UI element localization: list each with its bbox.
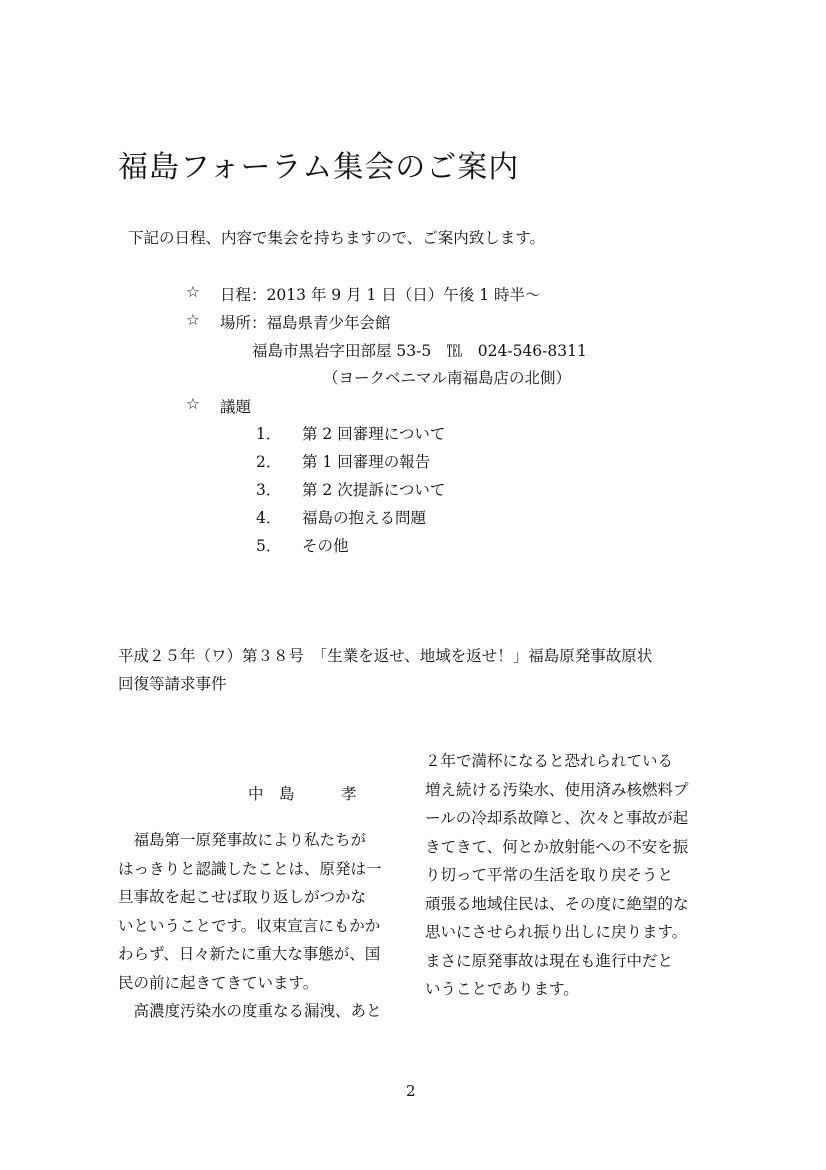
article-line: ールの冷却系故障と、次々と事故が起 <box>425 809 689 827</box>
star-bullet-place: ☆ <box>186 311 200 329</box>
article-left-column <box>118 826 382 1026</box>
article-line: はっきりと認識したことは、原発は一 <box>118 859 382 878</box>
article-line: いうことであります。 <box>425 980 579 998</box>
agenda-item: その他 <box>302 537 349 555</box>
intro-text: 下記の日程、内容で集会を持ちますので、ご案内致します。 <box>128 229 545 247</box>
schedule-address: 福島市黒岩字田部屋 53-5 ℡ 024-546-8311 <box>252 342 587 360</box>
schedule-place: 場所：福島県青少年会館 <box>220 314 391 332</box>
article-line: 旦事故を起こせば取り返しがつかな <box>118 888 367 906</box>
article-line: り切って平常の生活を取り戻そうと <box>425 866 674 884</box>
article-line: 民の前に起きてきています。 <box>118 973 319 992</box>
case-title-line1: 平成２５年（ワ）第３８号 「生業を返せ、地域を返せ！」福島原発事故原状 <box>118 647 653 665</box>
article-line: 高濃度汚染水の度重なる漏洩、あと <box>118 1002 382 1020</box>
article-line: わらず、日々新たに重大な事態が、国 <box>118 945 381 963</box>
schedule-date: 日程：2013 年 9 月 1 日（日）午後 1 時半〜 <box>220 286 541 304</box>
agenda-label: 議題 <box>220 398 252 416</box>
agenda-num: 4． <box>256 509 282 527</box>
article-line: 増え続ける汚染水、使用済み核燃料プ <box>425 780 689 799</box>
star-bullet-date: ☆ <box>186 283 200 301</box>
page-title: 福島フォーラム集会のご案内 <box>118 150 520 185</box>
article-line: まさに原発事故は現在も進行中だと <box>425 951 674 970</box>
article-right-column <box>425 747 689 1004</box>
agenda-num: 3． <box>256 481 282 499</box>
case-title-line2: 回復等請求事件 <box>118 675 227 693</box>
agenda-num: 2． <box>256 453 282 471</box>
agenda-item: 福島の抱える問題 <box>302 509 427 527</box>
article-line: 思いにさせられ振り出しに戻ります。 <box>425 923 688 941</box>
agenda-item: 第 2 回審理について <box>302 425 446 443</box>
article-line: 頑張る地域住民は、その度に絶望的な <box>425 894 689 913</box>
schedule-landmark: （ヨークベニマル南福島店の北側） <box>323 369 572 387</box>
agenda-item: 第 1 回審理の報告 <box>302 453 431 471</box>
agenda-item: 第 2 次提訴について <box>302 481 446 499</box>
agenda-num: 1． <box>256 425 282 443</box>
star-bullet-agenda: ☆ <box>186 395 200 413</box>
article-line: 福島第一原発事故により私たちが <box>118 831 367 849</box>
article-line: ２年で満杯になると恐れられている <box>425 752 674 770</box>
article-line: きてきて、何とか放射能への不安を振 <box>425 837 689 856</box>
article-author: 中 島 孝 <box>248 785 357 803</box>
article-line: いということです。収束宣言にもかか <box>118 916 381 935</box>
agenda-num: 5． <box>256 537 282 555</box>
page-number: 2 <box>406 1082 416 1100</box>
